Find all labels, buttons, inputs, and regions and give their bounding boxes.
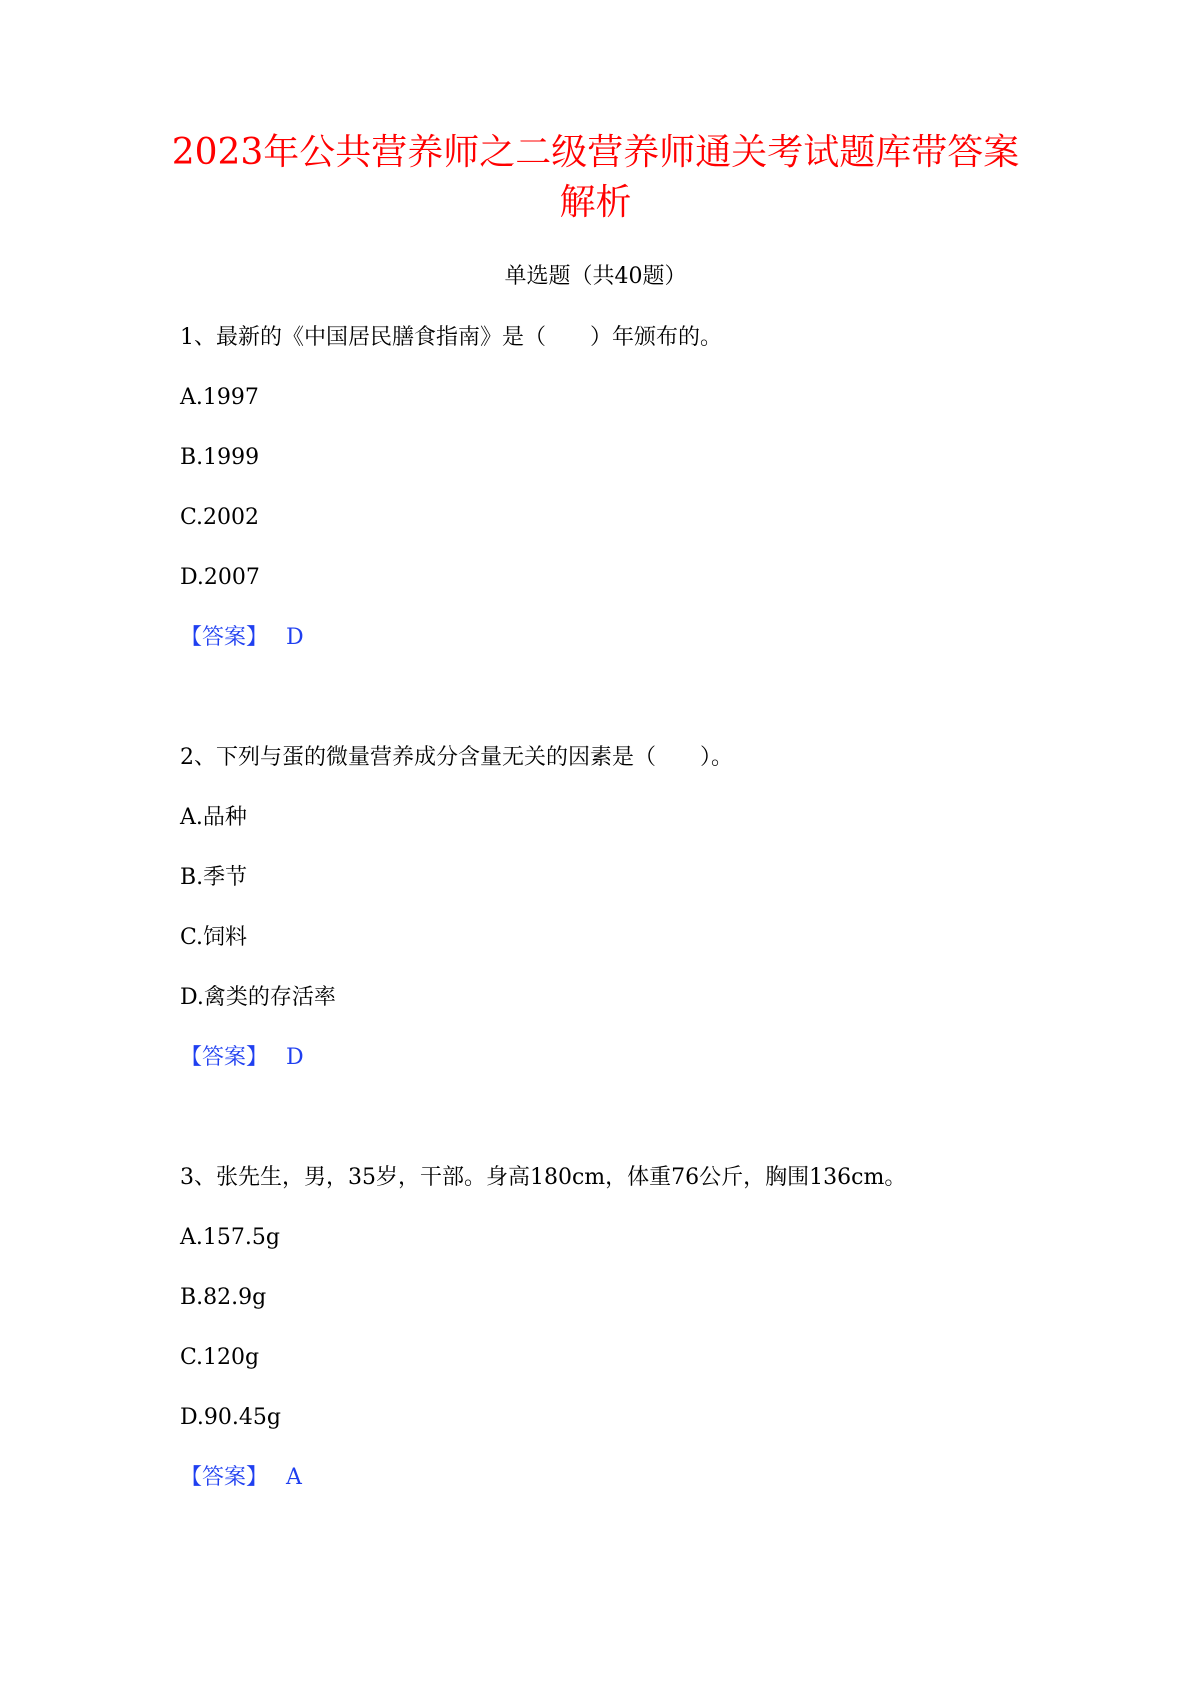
answer-value: D — [286, 1045, 304, 1070]
option-d: D.90.45g — [180, 1405, 281, 1430]
option-d: D.2007 — [180, 565, 260, 590]
option-d: D.禽类的存活率 — [180, 985, 336, 1010]
option-c: C.饲料 — [180, 925, 248, 950]
answer-line — [180, 1463, 302, 1493]
answer-label: 【答案】 — [180, 1045, 269, 1070]
option-b: B.1999 — [180, 445, 260, 470]
document-title: 2023年公共营养师之二级营养师通关考试题库带答案解析 — [171, 132, 1020, 223]
answer-line — [180, 1043, 304, 1073]
option-b: B.82.9g — [180, 1285, 267, 1310]
option-a: A.1997 — [180, 385, 259, 410]
question-stem: 3、张先生，男，35岁，干部。身高180cm，体重76公斤，胸围136cm。 — [180, 1165, 907, 1190]
answer-value: D — [286, 625, 304, 650]
answer-label: 【答案】 — [180, 1465, 269, 1490]
question-stem: 1、最新的《中国居民膳食指南》是（ ）年颁布的。 — [180, 325, 722, 350]
answer-label: 【答案】 — [180, 625, 269, 650]
answer-value: A — [286, 1465, 302, 1490]
section-heading: 单选题（共40题） — [504, 264, 687, 289]
option-a: A.157.5g — [180, 1225, 280, 1250]
option-b: B.季节 — [180, 865, 248, 890]
option-a: A.品种 — [180, 805, 247, 830]
option-c: C.2002 — [180, 505, 260, 530]
question-stem: 2、下列与蛋的微量营养成分含量无关的因素是（ ）。 — [180, 745, 733, 770]
answer-line — [180, 623, 304, 653]
option-c: C.120g — [180, 1345, 260, 1370]
